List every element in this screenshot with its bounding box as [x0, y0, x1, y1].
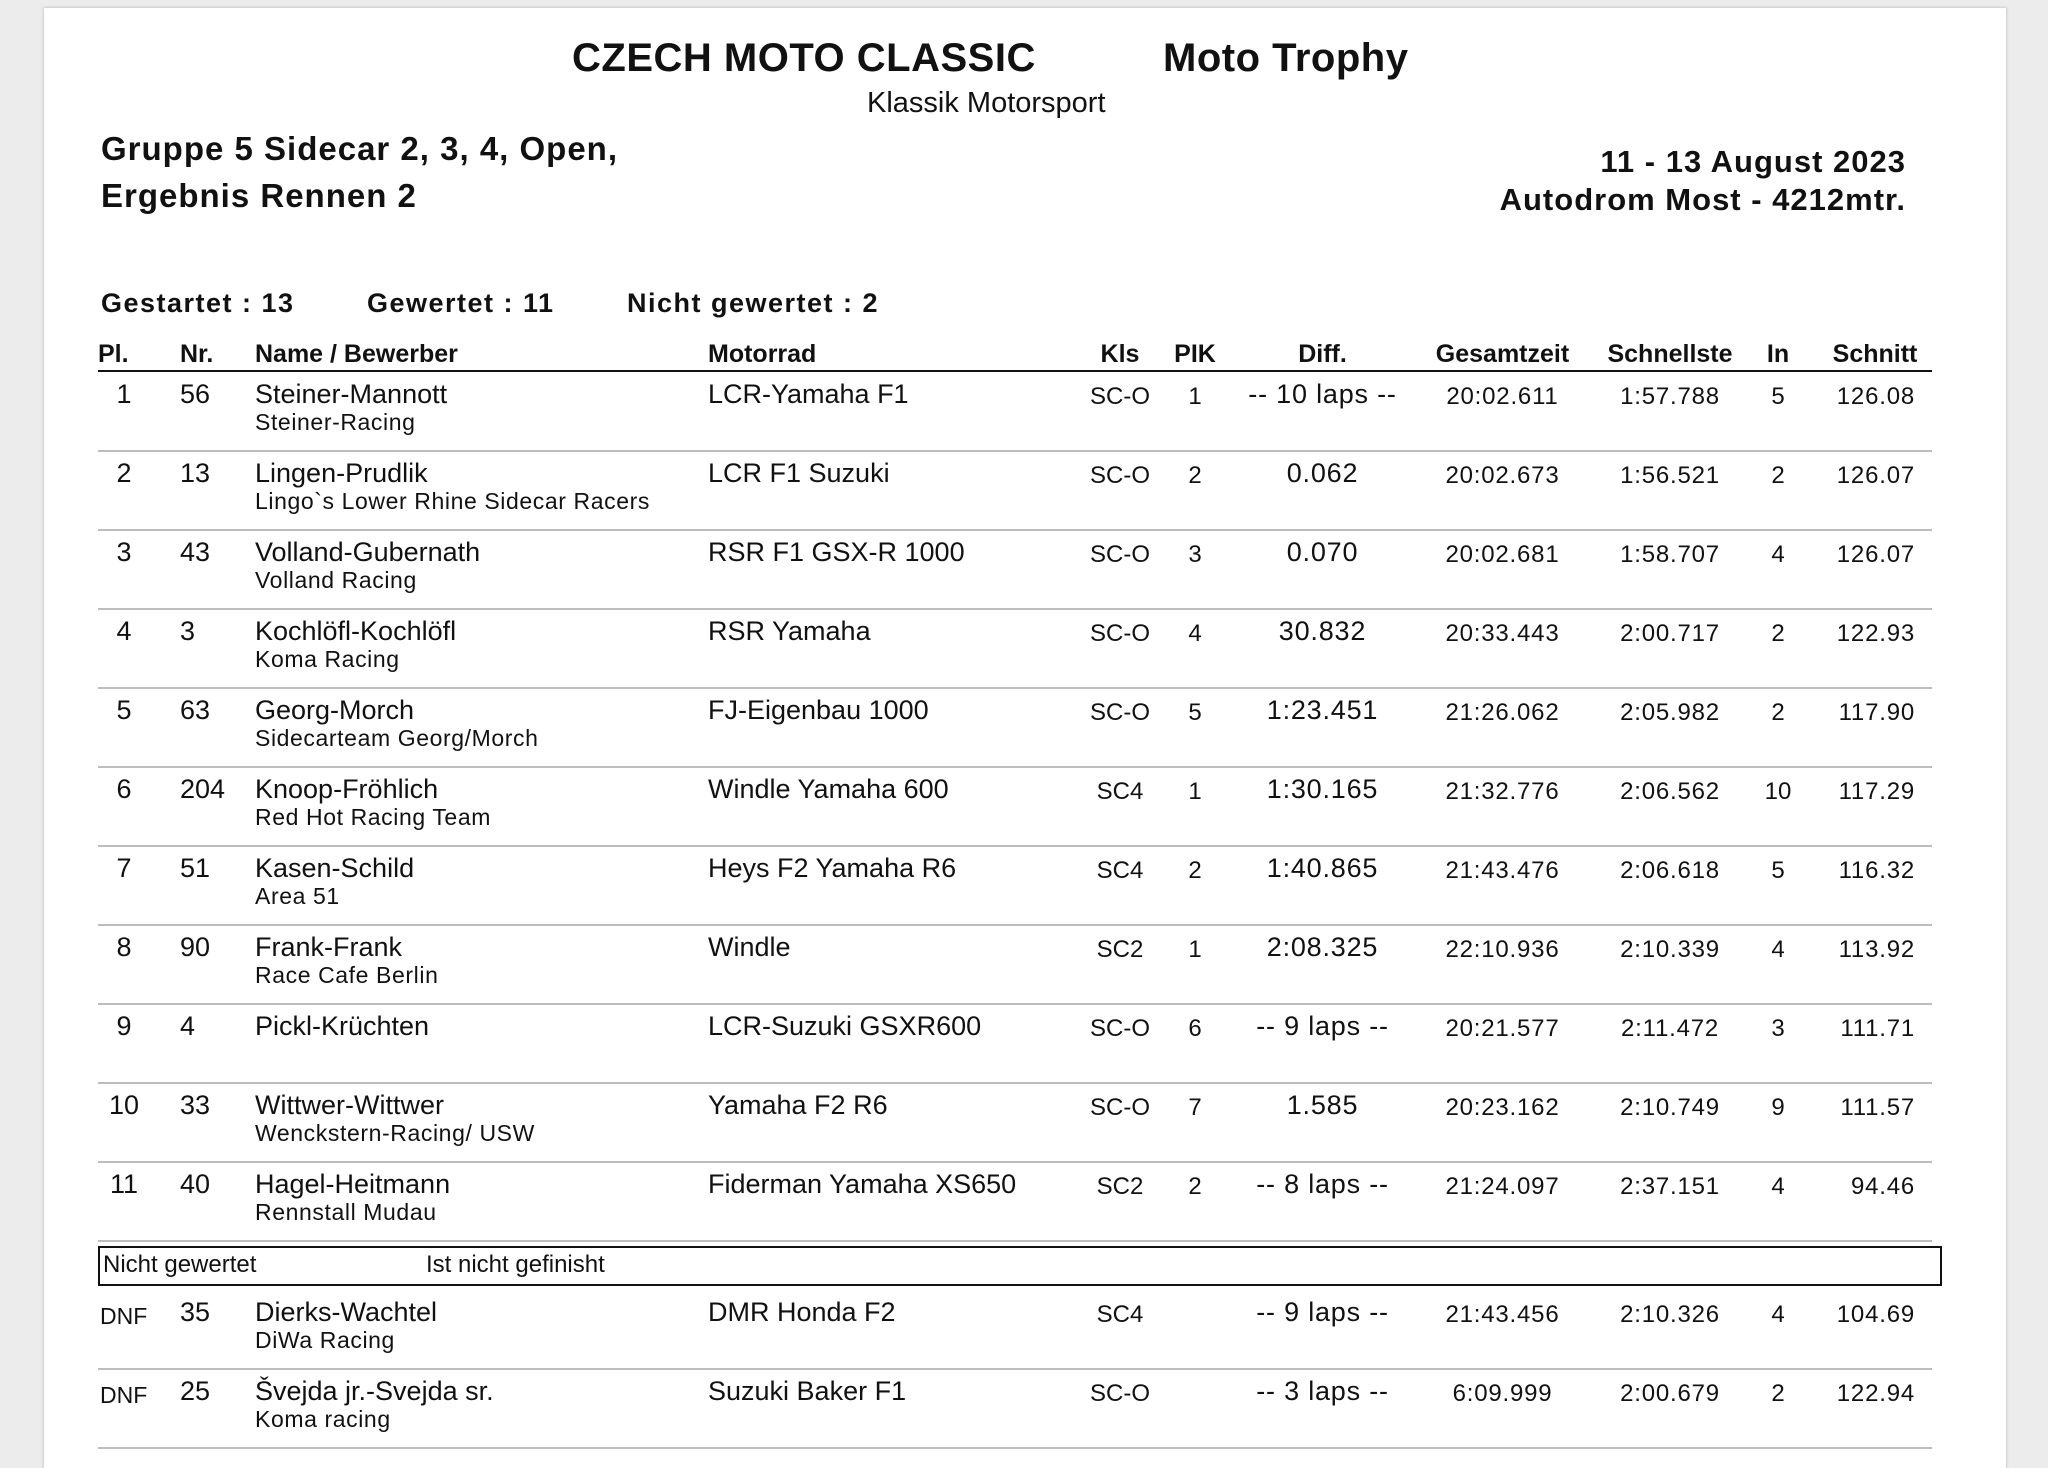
cell-diff: 2:08.325 [1266, 932, 1379, 962]
cell-crew-name: Frank-Frank [255, 932, 403, 962]
cell-crew-name: Lingen-Prudlik [255, 458, 428, 488]
cell-team: Koma Racing [255, 646, 400, 672]
cell-place: 8 [116, 932, 132, 962]
cell-team: DiWa Racing [255, 1327, 395, 1353]
cell-bike: LCR-Yamaha F1 [708, 379, 909, 409]
cell-diff: 30.832 [1278, 616, 1367, 646]
col-pl: Pl. [98, 340, 129, 368]
cell-bike: DMR Honda F2 [708, 1297, 896, 1327]
cell-class: SC-O [1090, 699, 1150, 726]
cell-class: SC-O [1090, 620, 1150, 647]
cell-fastest-lap: 2:00.679 [1620, 1380, 1720, 1407]
classified-count: Gewertet : 11 [367, 288, 555, 318]
cell-total-time: 20:02.681 [1445, 541, 1560, 568]
cell-lap-in: 2 [1771, 620, 1785, 647]
cell-lap-in: 3 [1771, 1015, 1785, 1042]
table-row [0, 1163, 2048, 1242]
cell-diff: -- 9 laps -- [1256, 1297, 1389, 1327]
cell-crew-name: Volland-Gubernath [255, 537, 481, 567]
cell-diff: 0.062 [1286, 458, 1359, 488]
cell-average: 117.90 [1838, 699, 1915, 726]
cell-place: DNF [100, 1303, 148, 1329]
cell-class: SC4 [1096, 857, 1144, 884]
cell-team: Race Cafe Berlin [255, 962, 439, 988]
cell-place: 7 [116, 853, 132, 883]
cell-class: SC-O [1090, 1015, 1150, 1042]
table-row [0, 689, 2048, 768]
class-line-2: Ergebnis Rennen 2 [101, 177, 417, 214]
cell-class: SC-O [1090, 1380, 1150, 1407]
subtitle: Klassik Motorsport [867, 87, 1106, 119]
cell-class-pos: 2 [1188, 462, 1202, 489]
cell-place: 3 [116, 537, 132, 567]
cell-total-time: 20:23.162 [1445, 1094, 1560, 1121]
cell-lap-in: 4 [1771, 1173, 1785, 1200]
cell-lap-in: 9 [1771, 1094, 1785, 1121]
table-row [0, 847, 2048, 926]
cell-total-time: 21:32.776 [1445, 778, 1560, 805]
cell-team: Volland Racing [255, 567, 417, 593]
cell-average: 113.92 [1838, 936, 1915, 963]
cell-team: Wenckstern-Racing/ USW [255, 1120, 535, 1146]
cell-crew-name: Švejda jr.-Svejda sr. [255, 1376, 494, 1406]
cell-crew-name: Kochlöfl-Kochlöfl [255, 616, 457, 646]
cell-team: Lingo`s Lower Rhine Sidecar Racers [255, 488, 650, 514]
col-diff: Diff. [1298, 340, 1347, 368]
cell-place: 1 [116, 379, 132, 409]
cell-bike: RSR Yamaha [708, 616, 871, 646]
cell-number: 51 [180, 853, 211, 883]
cell-fastest-lap: 2:10.339 [1620, 936, 1720, 963]
cell-number: 56 [180, 379, 211, 409]
cell-crew-name: Dierks-Wachtel [255, 1297, 438, 1327]
cell-lap-in: 4 [1771, 541, 1785, 568]
cell-fastest-lap: 2:05.982 [1620, 699, 1720, 726]
cell-diff: 1:23.451 [1266, 695, 1379, 725]
cell-diff: -- 8 laps -- [1256, 1169, 1389, 1199]
cell-class-pos: 6 [1188, 1015, 1202, 1042]
cell-number: 63 [180, 695, 211, 725]
cell-fastest-lap: 2:11.472 [1620, 1015, 1720, 1042]
cell-diff: 1:40.865 [1266, 853, 1379, 883]
cell-lap-in: 4 [1771, 936, 1785, 963]
cell-team: Steiner-Racing [255, 409, 416, 435]
col-in: In [1766, 340, 1790, 368]
table-row [0, 610, 2048, 689]
table-row [0, 373, 2048, 452]
cell-average: 104.69 [1836, 1301, 1915, 1328]
cell-fastest-lap: 1:56.521 [1620, 462, 1720, 489]
cell-class-pos: 7 [1188, 1094, 1202, 1121]
row-divider [98, 1240, 1932, 1242]
col-nr: Nr. [180, 340, 214, 368]
cell-class-pos: 2 [1188, 857, 1202, 884]
cell-class: SC-O [1090, 462, 1150, 489]
cell-class: SC2 [1096, 1173, 1144, 1200]
table-row [0, 531, 2048, 610]
cell-place: 10 [108, 1090, 140, 1120]
table-row [0, 452, 2048, 531]
cell-class-pos: 3 [1188, 541, 1202, 568]
cell-diff: 1:30.165 [1266, 774, 1379, 804]
cell-place: 2 [116, 458, 132, 488]
cell-fastest-lap: 1:58.707 [1620, 541, 1720, 568]
cell-bike: Fiderman Yamaha XS650 [708, 1169, 1017, 1199]
not-classified-count: Nicht gewertet : 2 [627, 288, 880, 318]
cell-fastest-lap: 2:06.618 [1620, 857, 1720, 884]
cell-fastest-lap: 2:06.562 [1620, 778, 1720, 805]
cell-total-time: 20:33.443 [1445, 620, 1560, 647]
cell-total-time: 20:02.611 [1446, 383, 1559, 410]
table-row [0, 926, 2048, 1005]
cell-place: 5 [116, 695, 132, 725]
cell-bike: LCR F1 Suzuki [708, 458, 890, 488]
cell-bike: Windle Yamaha 600 [708, 774, 949, 804]
cell-number: 33 [180, 1090, 211, 1120]
cell-number: 204 [180, 774, 226, 804]
cell-total-time: 20:21.577 [1445, 1015, 1560, 1042]
cell-class-pos: 1 [1188, 383, 1202, 410]
cell-class: SC4 [1096, 778, 1144, 805]
cell-class-pos: 1 [1188, 778, 1202, 805]
cell-fastest-lap: 2:10.749 [1620, 1094, 1720, 1121]
cell-average: 126.07 [1836, 541, 1915, 568]
class-line-1: Gruppe 5 Sidecar 2, 3, 4, Open, [101, 130, 619, 167]
cell-bike: LCR-Suzuki GSXR600 [708, 1011, 982, 1041]
cell-place: 11 [109, 1169, 139, 1199]
table-row [0, 768, 2048, 847]
cell-total-time: 6:09.999 [1452, 1380, 1553, 1407]
col-name: Name / Bewerber [255, 340, 458, 368]
col-schnitt: Schnitt [1832, 340, 1918, 368]
cell-team: Sidecarteam Georg/Morch [255, 725, 539, 751]
table-row [0, 1005, 2048, 1084]
cell-average: 126.08 [1836, 383, 1915, 410]
cell-bike: Suzuki Baker F1 [708, 1376, 907, 1406]
cell-place: 4 [116, 616, 132, 646]
cell-total-time: 21:43.456 [1445, 1301, 1560, 1328]
cell-number: 90 [180, 932, 211, 962]
cell-team: Area 51 [255, 883, 340, 909]
col-kls: Kls [1100, 340, 1140, 368]
cell-class: SC2 [1096, 936, 1144, 963]
cell-lap-in: 5 [1771, 383, 1785, 410]
cell-place: 9 [116, 1011, 132, 1041]
cell-crew-name: Pickl-Krüchten [255, 1011, 430, 1041]
cell-average: 126.07 [1836, 462, 1915, 489]
cell-total-time: 20:02.673 [1445, 462, 1560, 489]
cell-lap-in: 2 [1771, 699, 1785, 726]
cell-number: 13 [180, 458, 211, 488]
started-count: Gestartet : 13 [101, 288, 295, 318]
cell-average: 111.71 [1840, 1015, 1915, 1042]
cell-diff: -- 10 laps -- [1248, 379, 1397, 409]
cell-bike: FJ-Eigenbau 1000 [708, 695, 929, 725]
header-rule [98, 370, 1932, 372]
cell-diff: -- 9 laps -- [1256, 1011, 1389, 1041]
cell-class-pos: 2 [1188, 1173, 1202, 1200]
cell-bike: Yamaha F2 R6 [708, 1090, 888, 1120]
cell-lap-in: 5 [1771, 857, 1785, 884]
cell-fastest-lap: 2:00.717 [1620, 620, 1720, 647]
cell-lap-in: 4 [1771, 1301, 1785, 1328]
cell-fastest-lap: 2:37.151 [1620, 1173, 1720, 1200]
col-schnellste: Schnellste [1607, 340, 1733, 368]
cell-total-time: 21:43.476 [1445, 857, 1560, 884]
cell-class: SC-O [1090, 1094, 1150, 1121]
cell-bike: Heys F2 Yamaha R6 [708, 853, 957, 883]
cell-place: 6 [116, 774, 132, 804]
cell-team: Red Hot Racing Team [255, 804, 491, 830]
cell-lap-in: 2 [1771, 462, 1785, 489]
cell-average: 94.46 [1850, 1173, 1915, 1200]
cell-fastest-lap: 2:10.326 [1620, 1301, 1720, 1328]
table-row [0, 1370, 2048, 1449]
cell-class: SC-O [1090, 541, 1150, 568]
cell-total-time: 21:24.097 [1445, 1173, 1560, 1200]
cell-number: 35 [180, 1297, 211, 1327]
cell-number: 3 [180, 616, 196, 646]
cell-average: 111.57 [1840, 1094, 1915, 1121]
cell-average: 117.29 [1838, 778, 1915, 805]
table-row [0, 1291, 2048, 1370]
cell-bike: Windle [708, 932, 791, 962]
trophy-title: Moto Trophy [1163, 36, 1409, 80]
cell-total-time: 21:26.062 [1445, 699, 1560, 726]
cell-crew-name: Wittwer-Wittwer [255, 1090, 444, 1120]
cell-team: Koma racing [255, 1406, 391, 1432]
cell-lap-in: 2 [1771, 1380, 1785, 1407]
cell-team: Rennstall Mudau [255, 1199, 437, 1225]
cell-crew-name: Knoop-Fröhlich [255, 774, 439, 804]
not-classified-label: Nicht gewertet [103, 1251, 257, 1278]
cell-number: 43 [180, 537, 211, 567]
col-gesamtzeit: Gesamtzeit [1435, 340, 1570, 368]
cell-diff: -- 3 laps -- [1256, 1376, 1389, 1406]
not-classified-banner [98, 1246, 1942, 1286]
cell-class-pos: 1 [1188, 936, 1202, 963]
cell-number: 4 [180, 1011, 196, 1041]
cell-average: 116.32 [1838, 857, 1915, 884]
cell-crew-name: Hagel-Heitmann [255, 1169, 451, 1199]
cell-crew-name: Georg-Morch [255, 695, 415, 725]
event-venue: Autodrom Most - 4212mtr. [1499, 182, 1906, 217]
cell-lap-in: 10 [1764, 778, 1792, 805]
table-row [0, 1084, 2048, 1163]
cell-diff: 0.070 [1286, 537, 1359, 567]
col-pik: PIK [1174, 340, 1216, 368]
cell-number: 40 [180, 1169, 211, 1199]
cell-place: DNF [100, 1382, 148, 1408]
cell-diff: 1.585 [1286, 1090, 1359, 1120]
cell-number: 25 [180, 1376, 211, 1406]
cell-class: SC-O [1090, 383, 1150, 410]
event-date: 11 - 13 August 2023 [1600, 144, 1906, 179]
event-title: CZECH MOTO CLASSIC [572, 36, 1036, 80]
cell-crew-name: Steiner-Mannott [255, 379, 448, 409]
cell-crew-name: Kasen-Schild [255, 853, 415, 883]
row-divider [98, 1447, 1932, 1449]
cell-total-time: 22:10.936 [1445, 936, 1560, 963]
cell-fastest-lap: 1:57.788 [1620, 383, 1720, 410]
not-classified-reason: Ist nicht gefinisht [426, 1251, 605, 1278]
cell-class: SC4 [1096, 1301, 1144, 1328]
col-motorrad: Motorrad [708, 340, 817, 368]
cell-average: 122.93 [1836, 620, 1915, 647]
cell-class-pos: 5 [1188, 699, 1202, 726]
cell-average: 122.94 [1836, 1380, 1915, 1407]
cell-bike: RSR F1 GSX-R 1000 [708, 537, 965, 567]
cell-class-pos: 4 [1188, 620, 1202, 647]
